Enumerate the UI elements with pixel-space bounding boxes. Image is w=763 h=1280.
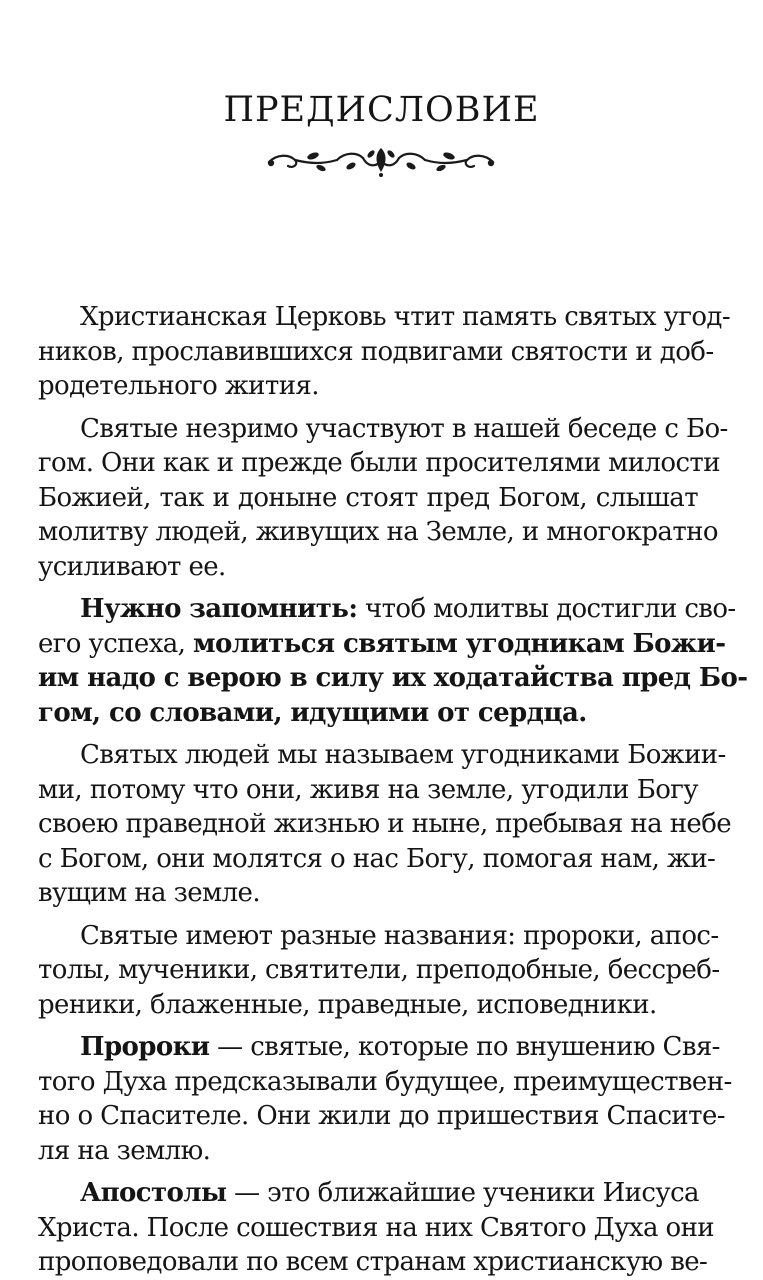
text-segment: проповедовали по всем странам христианскую ве-: [38, 1247, 708, 1277]
text-line: [38, 481, 698, 516]
text-segment: своею праведной жизнью и ныне, пребывая на небе: [38, 809, 732, 839]
text-line: [38, 369, 698, 404]
paragraph: [38, 300, 731, 404]
text-line: [38, 696, 698, 731]
text-segment: гом. Они как и прежде были просителями милости: [38, 448, 720, 478]
text-segment: но о Спасителе. Они жили до пришествия Спасите-: [38, 1101, 725, 1131]
text-line: [38, 412, 728, 447]
text-line: [38, 592, 736, 627]
text-segment: Христианская Церковь чтит память святых угод-: [80, 302, 731, 332]
text-segment: — святые, которые по внушению Свя-: [209, 1032, 720, 1062]
text-segment: его успеха,: [38, 628, 193, 659]
paragraph: [38, 738, 732, 911]
text-segment: Святых людей мы называем угодниками Божии-: [80, 740, 726, 770]
text-segment: толы, мученики, святители, преподобные, бессреб-: [38, 955, 720, 985]
text-segment: усиливают ее.: [38, 551, 226, 582]
text-segment: Божией, так и доныне стоят пред Богом, слышат: [38, 482, 698, 513]
text-line: [38, 1245, 708, 1280]
bold-text: Нужно запомнить:: [80, 594, 358, 624]
text-line: [38, 300, 731, 335]
floral-divider-icon: [263, 142, 499, 180]
text-line: [38, 446, 720, 481]
body-text: [38, 300, 748, 1280]
paragraph: [38, 1030, 732, 1168]
text-line: [38, 773, 698, 808]
text-line: [38, 1211, 715, 1246]
page-title: ПРЕДИСЛОВИЕ: [223, 90, 540, 130]
text-line: [38, 1099, 725, 1134]
bold-text: Апостолы: [80, 1178, 227, 1208]
text-segment: Святые имеют разные названия: пророки, апос-: [80, 920, 719, 951]
text-segment: чтоб молитвы достигли сво-: [357, 594, 736, 624]
text-line: [38, 842, 716, 877]
text-line: [38, 661, 748, 696]
text-line: [38, 1134, 698, 1169]
text-segment: ников, прославившихся подвигами святости и доб-: [38, 336, 714, 367]
text-segment: родетельного жития.: [38, 371, 319, 401]
text-line: [38, 1030, 720, 1065]
text-line: [38, 550, 698, 585]
text-segment: вущим на земле.: [38, 878, 260, 908]
paragraph: [38, 919, 720, 1023]
text-line: [38, 1065, 732, 1100]
paragraph: [38, 1176, 715, 1280]
text-segment: молитву людей, живущих на Земле, и многократно: [38, 517, 718, 547]
text-segment: того Духа предсказывали будущее, преимуществен-: [38, 1066, 732, 1097]
paragraph: [38, 592, 748, 730]
text-segment: — это ближайшие ученики Иисуса: [226, 1178, 699, 1208]
text-line: [38, 807, 732, 842]
bold-text: Пророки: [80, 1032, 210, 1062]
text-line: [38, 335, 714, 370]
text-line: [38, 738, 726, 773]
text-line: [38, 1176, 698, 1211]
text-segment: ми, потому что они, живя на земле, угодили Богу: [38, 774, 698, 805]
text-line: [38, 953, 720, 988]
text-line: [38, 876, 698, 911]
bold-text: гом, со словами, идущими от сердца.: [38, 697, 587, 728]
text-line: [38, 627, 726, 662]
text-segment: Святые незримо участвуют в нашей беседе с Бо-: [80, 413, 728, 444]
text-segment: Христа. После сошествия на них Святого Духа они: [38, 1212, 715, 1243]
text-line: [38, 988, 698, 1023]
text-line: [38, 919, 719, 954]
text-segment: реники, блаженные, праведные, исповедники.: [38, 989, 657, 1020]
text-segment: ля на землю.: [38, 1135, 211, 1166]
bold-text: молиться святым угодникам Божи-: [193, 628, 726, 659]
text-line: [38, 515, 718, 550]
text-segment: с Богом, они молятся о нас Богу, помогая нам, жи-: [38, 843, 716, 874]
bold-text: им надо с верою в силу их ходатайства пред Бо-: [38, 663, 748, 693]
paragraph: [38, 412, 728, 585]
